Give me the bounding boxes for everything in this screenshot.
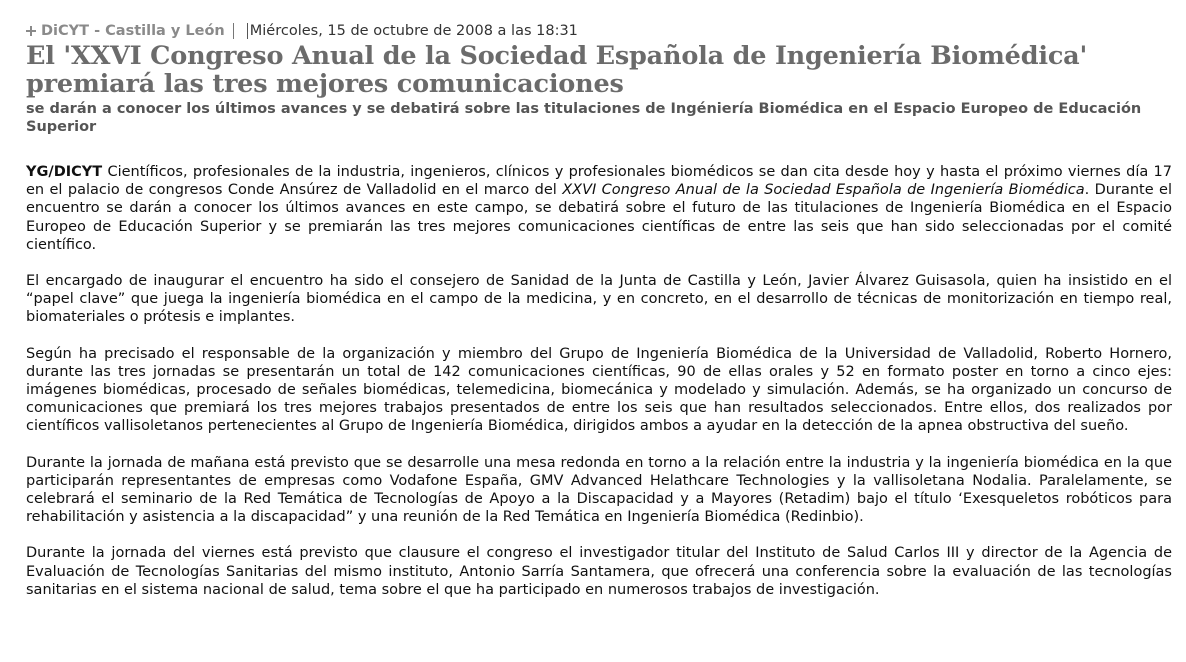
paragraph-3: Según ha precisado el responsable de la organización y miembro del Grupo de Ingeniería Biomédica de la Universidad de Valladolid, Roberto Hornero, durante las tres jornadas se presentarán un total de 142 comunicaciones científicas, 90 de ellas orales y 52 en formato poster en torno a cinco ejes: imágenes biomédicas, procesado de señales biomédicas, telemedicina, biomecánica y modelado y simulación. Además, se ha organizado un concurso de comunicaciones que premiará los tres mejores trabajos presentados de entre los seis que han resultados seleccionados. Entre ellos, dos realizados por científicos vallisoletanos pertenecientes al Grupo de Ingeniería Biomédica, dirigidos ambos a ayudar en la detección de la apnea obstructiva del sueño. [26, 345, 1172, 435]
headline: El 'XXVI Congreso Anual de la Sociedad Española de Ingeniería Biomédica' premiará las tres mejores comunicaciones [26, 41, 1088, 99]
news-article [26, 20, 1172, 617]
paragraph-2: El encargado de inaugurar el encuentro ha sido el consejero de Sanidad de la Junta de Castilla y León, Javier Álvarez Guisasola, quien ha insistido en el “papel clave” que juega la ingeniería biomédica en el campo de la medicina, y en concreto, en el desarrollo de técnicas de monitorización en tiempo real, biomateriales o prótesis e implantes. [26, 273, 1172, 326]
separator [247, 23, 248, 39]
source-label: DiCYT - Castilla y León [41, 23, 225, 39]
paragraph-text: Científicos, profesionales de la industria, ingenieros, clínicos y profesionales biomédicos se dan cita desde hoy y hasta el próximo viernes día 17 en el palacio de congresos Conde Ansúrez de Valladolid en el marco del [26, 164, 1172, 199]
paragraph-text: . Durante el encuentro se darán a conocer los últimos avances en este campo, se debatirá sobre el futuro de las titulaciones de Ingeniería Biomédica en el Espacio Europeo de Educación Superior y se premiarán las tres mejores comunicaciones científicas de entre las seis que han sido seleccionadas por el comité científico. [26, 182, 1172, 253]
agency-byline: YG/DICYT [26, 164, 103, 180]
bullet-icon [26, 26, 36, 36]
separator [233, 23, 234, 39]
subtitle: se darán a conocer los últimos avances y se debatirá sobre las titulaciones de Ingéniería Biomédica en el Espacio Europeo de Educación Superior [26, 101, 1142, 135]
paragraph-1 [26, 163, 1172, 254]
paragraph-5: Durante la jornada del viernes está previsto que clausure el congreso el investigador titular del Instituto de Salud Carlos III y director de la Agencia de Evaluación de Tecnologías Sanitarias del mismo instituto, Antonio Sarría Santamera, que ofrecerá una conferencia sobre la evaluación de las tecnologías sanitarias en el sistema nacional de salud, tema sobre el que ha participado en numerosos trabajos de investigación. [26, 545, 1172, 598]
article-meta [26, 20, 1172, 42]
congress-name: XXVI Congreso Anual de la Sociedad Española de Ingeniería Biomédica [562, 182, 1085, 199]
publish-date: Miércoles, 15 de octubre de 2008 a las 18:31 [249, 23, 578, 39]
article-body [26, 163, 1172, 599]
paragraph-4: Durante la jornada de mañana está previsto que se desarrolle una mesa redonda en torno a la relación entre la industria y la ingeniería biomédica en la que participarán representantes de empresas como Vodafone España, GMV Advanced Helathcare Technologies y la vallisoletana Nodalia. Paralelamente, se celebrará el seminario de la Red Temática de Tecnologías de Apoyo a la Discapacidad y a Mayores (Retadim) bajo el título ‘Exesqueletos robóticos para rehabilitación y asistencia a la discapacidad” y una reunión de la Red Temática en Ingeniería Biomédica (Redinbio). [26, 454, 1172, 526]
